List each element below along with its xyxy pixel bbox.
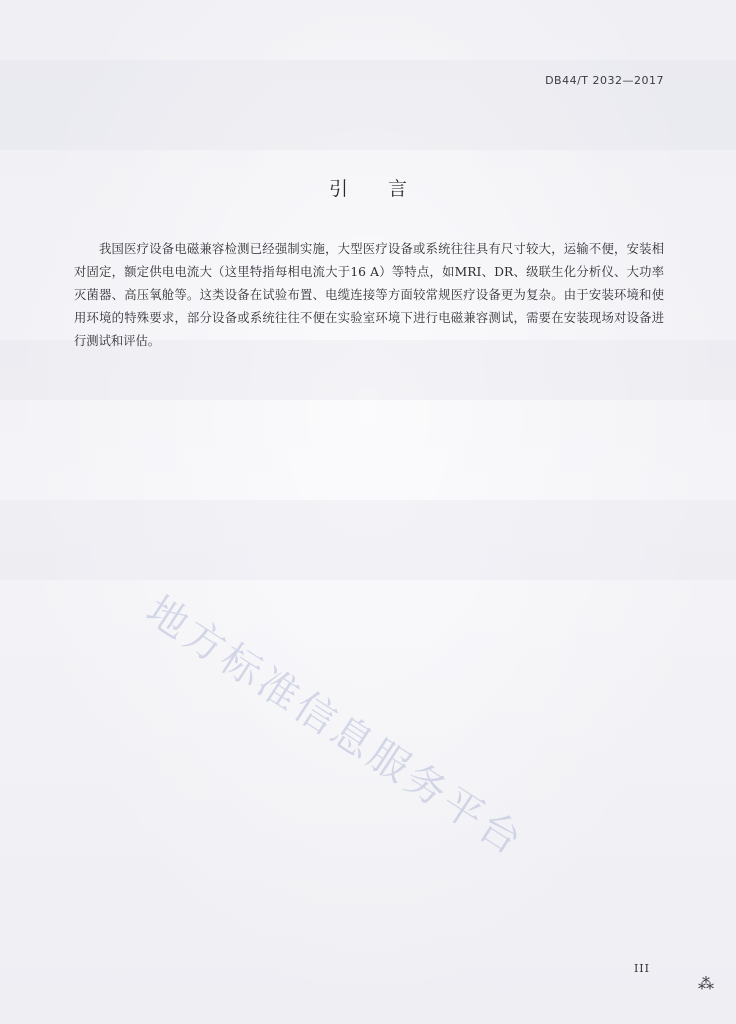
page-number: III — [633, 962, 650, 975]
scan-artifact-band — [0, 500, 736, 580]
page-title: 引言 — [328, 178, 447, 200]
watermark: 地方标准信息服务平台 — [138, 587, 533, 866]
document-code: DB44/T 2032—2017 — [545, 74, 664, 87]
introduction-paragraph: 我国医疗设备电磁兼容检测已经强制实施，大型医疗设备或系统往往具有尺寸较大，运输不便，安装相对固定，额定供电电流大（这里特指每相电流大于16 A）等特点，如MRI、DR、级联生化分析仪、大功率灭菌器、高压氧舱等。这类设备在试验布置、电缆连接等方面较常规医疗设备更为复杂。由于安装环境和使用环境的特殊要求，部分设备或系统往往不便在实验室环境下进行电磁兼容测试，需要在安装现场对设备进行测试和评估。 — [74, 242, 664, 348]
scan-mark-icon: ⁂ — [698, 974, 714, 993]
